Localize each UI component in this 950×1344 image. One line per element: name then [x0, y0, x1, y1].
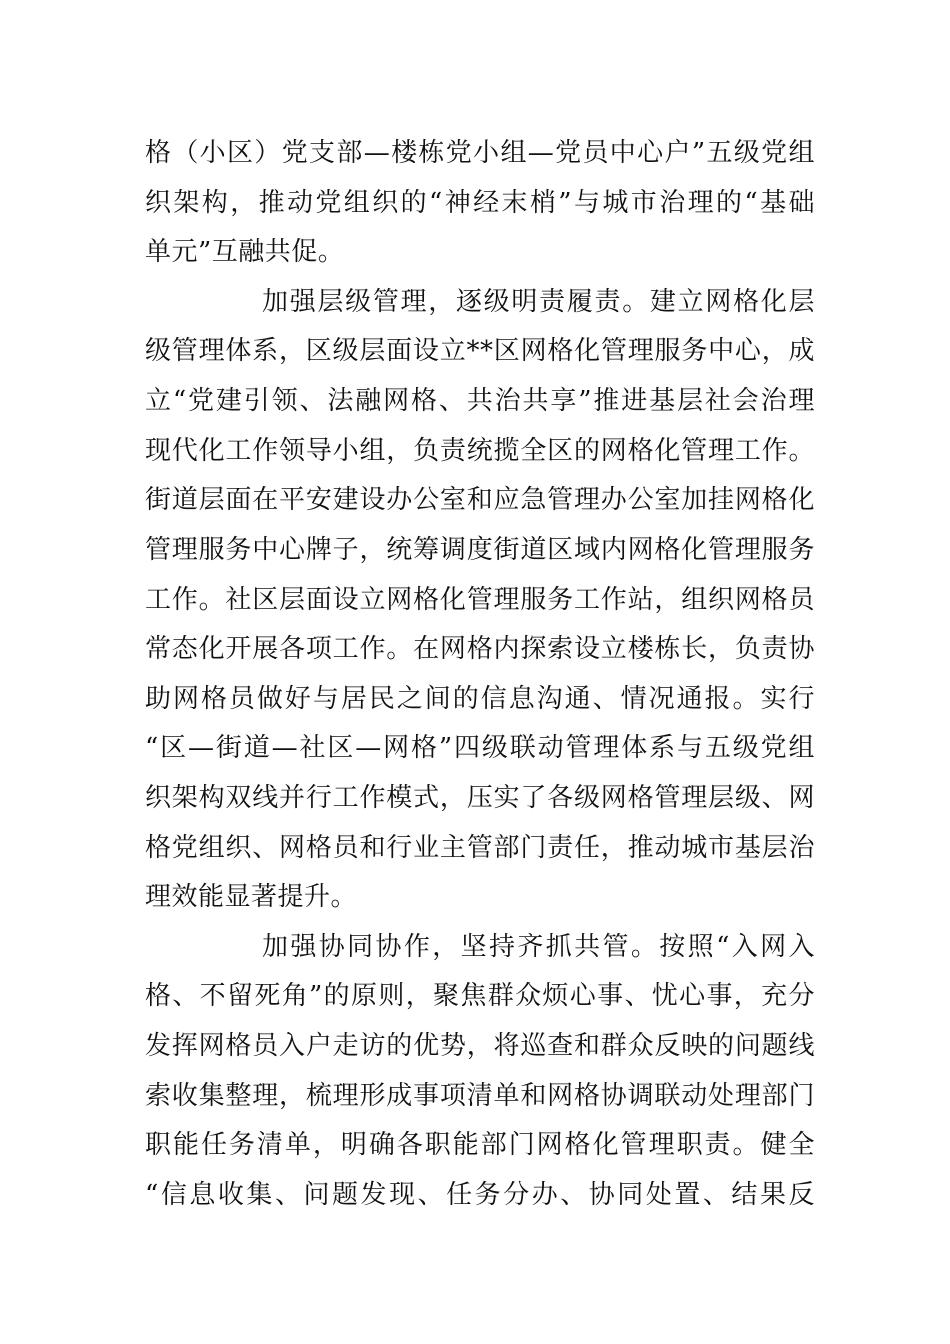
text-line: 职能任务清单，明确各职能部门网格化管理职责。健全 [145, 1130, 815, 1160]
text-line: 工作。社区层面设立网格化管理服务工作站，组织网格员 [145, 585, 815, 615]
text-line: 索收集整理，梳理形成事项清单和网格协调联动处理部门 [145, 1081, 815, 1111]
text-line: 发挥网格员入户走访的优势，将巡查和群众反映的问题线 [145, 1031, 815, 1061]
text-line: 格党组织、网格员和行业主管部门责任，推动城市基层治 [145, 833, 815, 863]
text-line: 常态化开展各项工作。在网格内探索设立楼栋长，负责协 [145, 634, 815, 664]
paragraph-heading-line: 加强协同协作，坚持齐抓共管。按照“入网入 [262, 932, 815, 962]
text-line: 理效能显著提升。 [145, 882, 358, 912]
paragraph-heading-line: 加强层级管理，逐级明责履责。建立网格化层 [262, 287, 815, 317]
text-line: 织架构，推动党组织的“神经末梢”与城市治理的“基础 [145, 188, 815, 218]
text-line: 格、不留死角”的原则，聚焦群众烦心事、忧心事，充分 [145, 981, 815, 1011]
text-line: 管理服务中心牌子，统筹调度街道区域内网格化管理服务 [145, 535, 815, 565]
text-line: “信息收集、问题发现、任务分办、协同处置、结果反 [145, 1180, 815, 1210]
text-line: 级管理体系，区级层面设立**区网格化管理服务中心，成 [145, 336, 815, 366]
text-line: 单元”互融共促。 [145, 237, 345, 267]
text-line: “区—街道—社区—网格”四级联动管理体系与五级党组 [145, 733, 815, 763]
text-line: 街道层面在平安建设办公室和应急管理办公室加挂网格化 [145, 485, 815, 515]
text-line: 助网格员做好与居民之间的信息沟通、情况通报。实行 [145, 684, 815, 714]
text-line: 织架构双线并行工作模式，压实了各级网格管理层级、网 [145, 783, 815, 813]
text-line: 格（小区）党支部—楼栋党小组—党员中心户”五级党组 [145, 138, 815, 168]
text-line: 立“党建引领、法融网格、共治共享”推进基层社会治理 [145, 386, 815, 416]
text-line: 现代化工作领导小组，负责统揽全区的网格化管理工作。 [145, 436, 815, 466]
